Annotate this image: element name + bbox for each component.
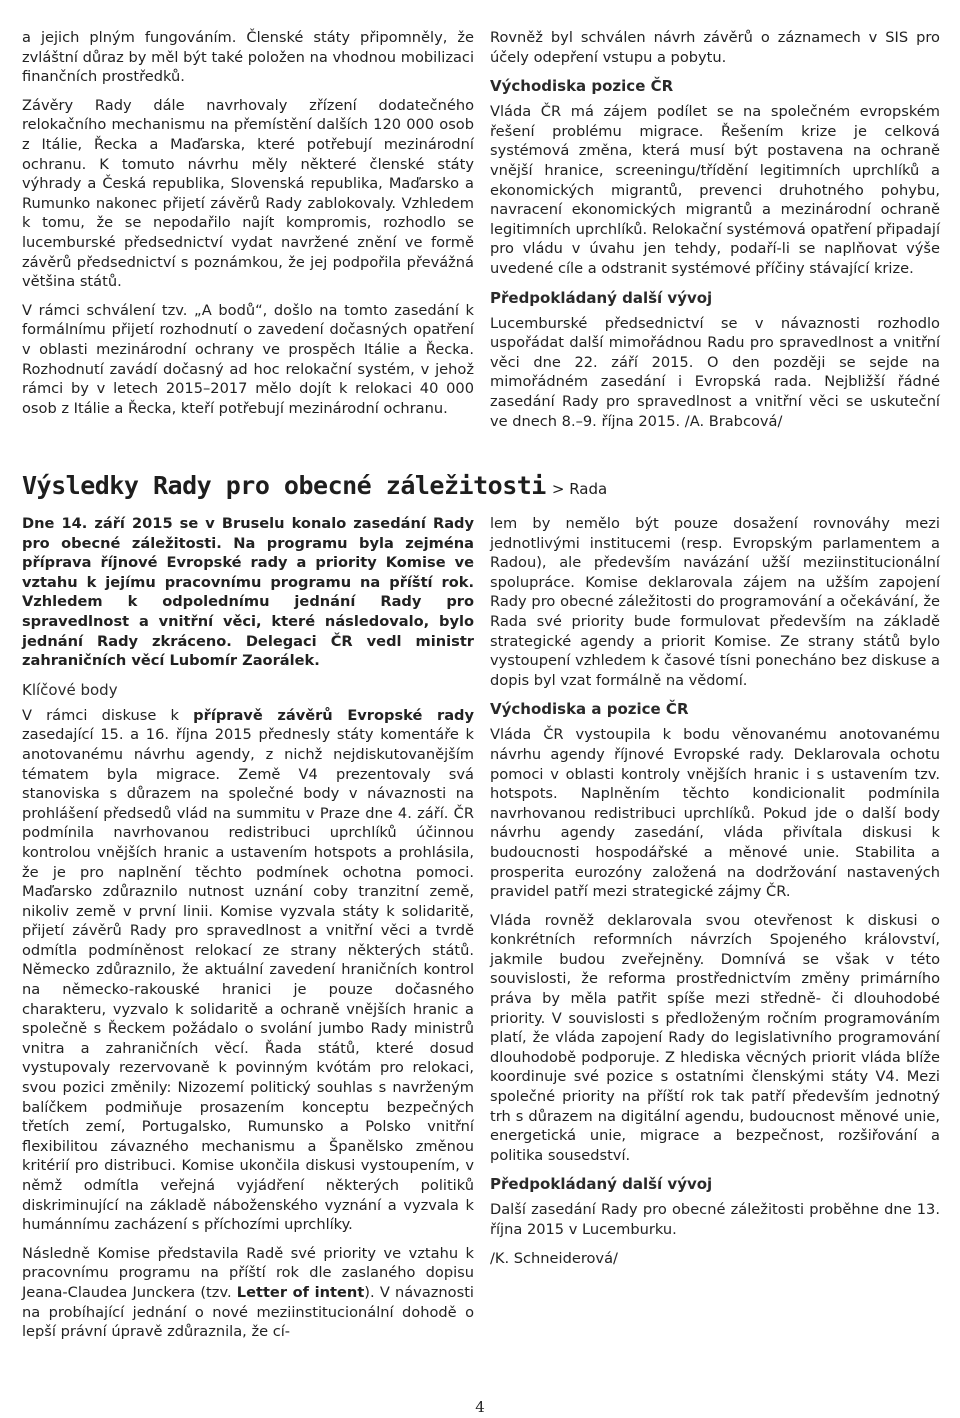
paragraph: lem by nemělo být pouze dosažení rovnováhy mezi jednotlivými institucemi (resp. Evropským parlamentem a Radou), ale především navázání užší meziinstitucionální spolupráce. Komise deklarovala zájem na užším zapojení Rady pro obecné záležitosti do programování a očekávání, že Rada své priority bude formulovat především na základě strategické agendy a priorit Komise. Ze strany států bylo vystoupení vzhledem k časové tísni ponecháno bez diskuse a dopis byl vzat formálně na vědomí. — [490, 515, 940, 689]
bottom-right-column — [490, 514, 940, 1277]
subheading: Předpokládaný další vývoj — [490, 1175, 713, 1194]
section-heading — [22, 470, 622, 505]
author-signature: /K. Schneiderová/ — [490, 1249, 618, 1267]
page-number: 4 — [475, 1398, 485, 1416]
bold-run: Letter of intent — [236, 1283, 365, 1301]
subheading: Východiska pozice ČR — [490, 77, 674, 96]
paragraph: Lucemburské předsednictví se v návaznosti rozhodlo uspořádat další mimořádnou Radu pro spravedlnost a vnitřní věci dne 22. září 2015. O den později se sejde na mimořádném zasedání i Evropská rada. Nejbližší řádné zasedání Rady pro spravedlnost a vnitřní věci se uskuteční ve dnech 8.–9. října 2015. /A. Brabcová/ — [490, 314, 940, 430]
paragraph: Závěry Rady dále navrhovaly zřízení dodatečného relokačního mechanismu na přemístění dalších 120 000 osob z Itálie, Řecka a Maďarska, které potřebují mezinárodní ochranu. K tomuto návrhu měly některé členské státy výhrady a Česká republika, Slovenská republika, Maďarsko a Rumunko nakonec přijetí závěrů Rady zablokovaly. Vzhledem k tomu, že se nepodařilo najít kompromis, rozhodlo se lucemburské předsednictví vydat navržené znění ve formě závěrů předsednictví s poznámkou, že jej podpořila převážná většina států. — [22, 96, 474, 291]
text-run: ). V návaznosti na probíhající jednání o nové meziinstitucionální dohodě o lepší právní úpravě zdůraznila, že cí- — [22, 1283, 474, 1341]
subheading: Klíčové body — [22, 680, 118, 699]
paragraph: Vláda ČR vystoupila k bodu věnovanému anotovanému návrhu agendy říjnové Evropské rady. Deklarovala ochotu pomoci v oblasti kontroly vnějších hranic i s ustavením tzv. hotspots. Naplněním těchto kondicionalit podmínila navrhovanou redistribuci uprchlíků. Pokud jde o další body návrhu agendy zasedání, vláda přivítala diskusi k budoucnosti hospodářské a měnové unie. Stabilita a prosperita eurozóny založená na dodržování nastavených pravidel patří mezi strategické zájmy ČR. — [490, 726, 940, 901]
lead-paragraph: Dne 14. září 2015 se v Bruselu konalo zasedání Rady pro obecné záležitosti. Na programu byla zejména příprava říjnové Evropské rady a priority Komise ve vztahu k jejímu pracovnímu programu na příští rok. Vzhledem k odpolednímu jednání Rady pro spravedlnost a vnitřní věci, které následovalo, bylo jednání Rady zkráceno. Delegaci ČR vedl ministr zahraničních věcí Lubomír Zaorálek. — [22, 515, 474, 670]
top-left-column — [22, 28, 474, 427]
paragraph: Další zasedání Rady pro obecné záležitosti proběhne dne 13. října 2015 v Lucemburku. — [490, 1201, 940, 1238]
section-title: Výsledky Rady pro obecné záležitosti — [22, 471, 546, 500]
paragraph: V rámci schválení tzv. „A bodů“, došlo na tomto zasedání k formálnímu přijetí rozhodnutí o zavedení dočasných opatření v oblasti mezinárodní ochrany ve prospěch Itálie a Řecka. Rozhodnutí zavádí dočasný ad hoc relokační systém, v jehož rámci by v letech 2015–2017 mělo dojít k relokaci 40 000 osob z Itálie a Řecka, kteří potřebují mezinárodní ochranu. — [22, 301, 474, 417]
bold-run: přípravě závěrů Evropské rady — [193, 706, 474, 724]
paragraph: a jejich plným fungováním. Členské státy připomněly, že zvláštní důraz by měl být také položen na vhodnou mobilizaci finančních prostředků. — [22, 29, 474, 86]
subheading: Východiska a pozice ČR — [490, 700, 689, 719]
top-right-column — [490, 28, 940, 440]
paragraph: Vláda ČR má zájem podílet se na společném evropském řešení problému migrace. Řešením krize je celková systémová změna, která musí být postavena na ochraně vnější hranice, screeningu/třídění legitimních uprchlíků a ekonomických migrantů, prevenci druhotného pohybu, navracení ekonomických migrantů a mezinárodní ochraně legitimních uprchlíků. Relokační systémová opatření připadají pro vládu v úvahu jen tehdy, podaří-li se naplňovat výše uvedené cíle a odstranit systémové příčiny stávající krize. — [490, 103, 940, 277]
bottom-left-column — [22, 514, 474, 1351]
paragraph: Rovněž byl schválen návrh závěrů o záznamech v SIS pro účely odepření vstupu a pobytu. — [490, 29, 940, 66]
text-run: zasedající 15. a 16. října 2015 přednesly státy komentáře k anotovanému návrhu agendy, z nichž nejdiskutovanějším tématem byla migrace. Země V4 prezentovaly svá stanoviska s důrazem na společné body v návaznosti na prohlášení předsedů vlád na summitu v Praze dne 4. září. ČR podmínila navrhovanou redistribuci uprchlíků účinnou kontrolou vnějších hranic a ustavením hotspots a prohlásila, že je pro naplnění těchto podmínek ochotna pomoci. Maďarsko zdůraznilo nutnost uznání coby tranzitní země, nikoliv země v první linii. Komise vyzvala státy k solidaritě, přijetí závěrů Rady pro spravedlnost a vnitřní věci a tvrdě odmítla podmíněnost relokací ze strany některých států. Německo zdůraznilo, že aktuální zavedení hraničních kontrol na německo-rakouské hranici je pouze dočasného charakteru, vyzvalo k solidaritě a ochraně vnějších hranic a společně s Řeckem požádalo o svolání jumbo Rady ministrů vnitra a zahraničních věcí. Řada států, které dosud vystupovaly rezervovaně k povinným kvótám pro relokaci, svou pozici změnily: Nizozemí politický souhlas s navrženým balíčkem podmiňuje prosazením konceptu bezpečných třetích zemí, Portugalsko, Rumunsko a Polsko vnitřní flexibilitou závazného mechanismu a Španělsko změnou kritérií pro distribuci. Komise ukončila diskusi vystoupením, v němž odmítla veřejná vyjádření některých politiků diskriminující na základě náboženského vyznání a vyzvala k humánnímu zacházení s příchozími uprchlíky. — [22, 726, 474, 1234]
subheading: Předpokládaný další vývoj — [490, 288, 713, 307]
paragraph — [22, 1244, 474, 1342]
paragraph — [22, 706, 474, 1235]
text-run: Následně Komise představila Radě své priority ve vztahu k pracovnímu programu na příští rok dle zaslaného dopisu Jeana-Claudea Junckera (tzv. — [22, 1244, 474, 1301]
section-subtitle: > Rada — [551, 480, 608, 498]
text-run: V rámci diskuse k — [22, 706, 194, 724]
paragraph: Vláda rovněž deklarovala svou otevřenost k diskusi o konkrétních reformních návrzích Spojeného království, jakmile budou zveřejněny. Domnívá se však v této souvislosti, že reforma prostřednictvím změny primárního práva by měla patřit spíše mezi středně- či dlouhodobé priority. V souvislosti s předloženým ročním programováním platí, že vláda zapojení Rady do legislativního programování dlouhodobě podporuje. Z hlediska věcných priorit vláda blíže koordinuje své pozice s ostatními členskými státy V4. Mezi společné priority na příští rok tak patří především jednotný trh s důrazem na digitální agendu, budoucnost měnové unie, energetická unie, migrace a bezpečnost, rozšiřování a politika sousedství. — [490, 911, 940, 1164]
